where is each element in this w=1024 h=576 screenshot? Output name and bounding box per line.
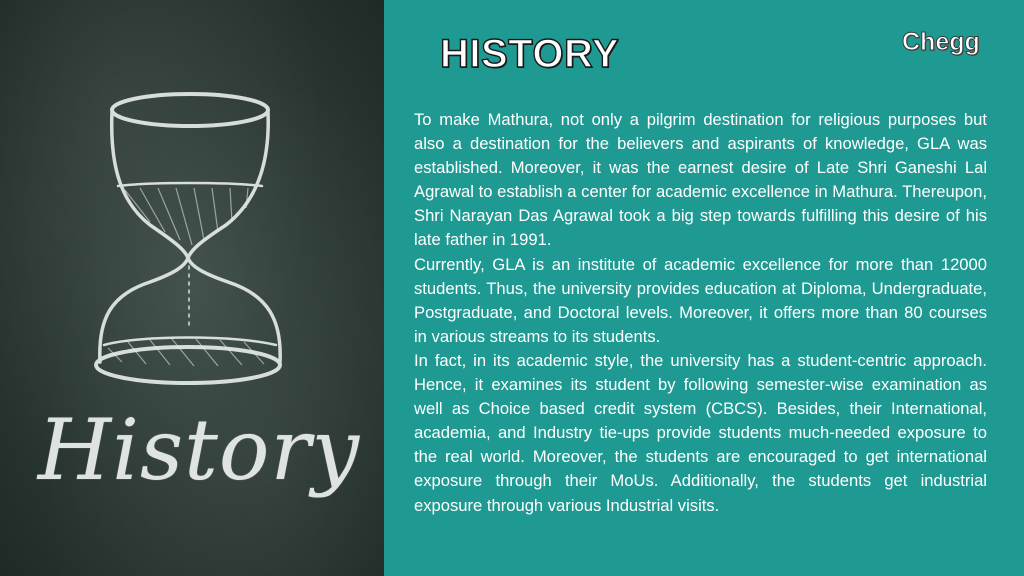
- chalkboard-image: [0, 0, 384, 576]
- paragraph-founding: To make Mathura, not only a pilgrim destination for religious purposes but also a destination for the believers and aspirants of knowledge, GLA was established. Moreover, it was the earnest desire of Late Shri Ganeshi Lal Agrawal to establish a center for academic excellence in Mathura. Thereupon, Shri Narayan Das Agrawal took a big step towards fulfilling this desire of his late father in 1991.: [414, 110, 987, 250]
- chalk-history-word: History: [37, 401, 361, 499]
- paragraph-academic-style: In fact, in its academic style, the university has a student-centric approach. Hence, it examines its student by following semester-wise examination as well as Choice based credit system (CBCS). Besides, their International, academia, and Industry tie-ups provide students much-needed exposure to the real world. Moreover, the students are encouraged to get international exposure through their MoUs. Additionally, the students get industrial exposure through various Industrial visits.: [414, 350, 987, 515]
- history-body-text: [414, 108, 987, 518]
- brand-logo: Chegg: [902, 28, 980, 56]
- paragraph-current: Currently, GLA is an institute of academic excellence for more than 12000 students. Thus, the university provides education at Diploma, Undergraduate, Postgraduate, and Doctoral levels. Moreover, it offers more than 80 courses in various streams to its students.: [414, 254, 987, 346]
- page-title: HISTORY: [440, 32, 620, 76]
